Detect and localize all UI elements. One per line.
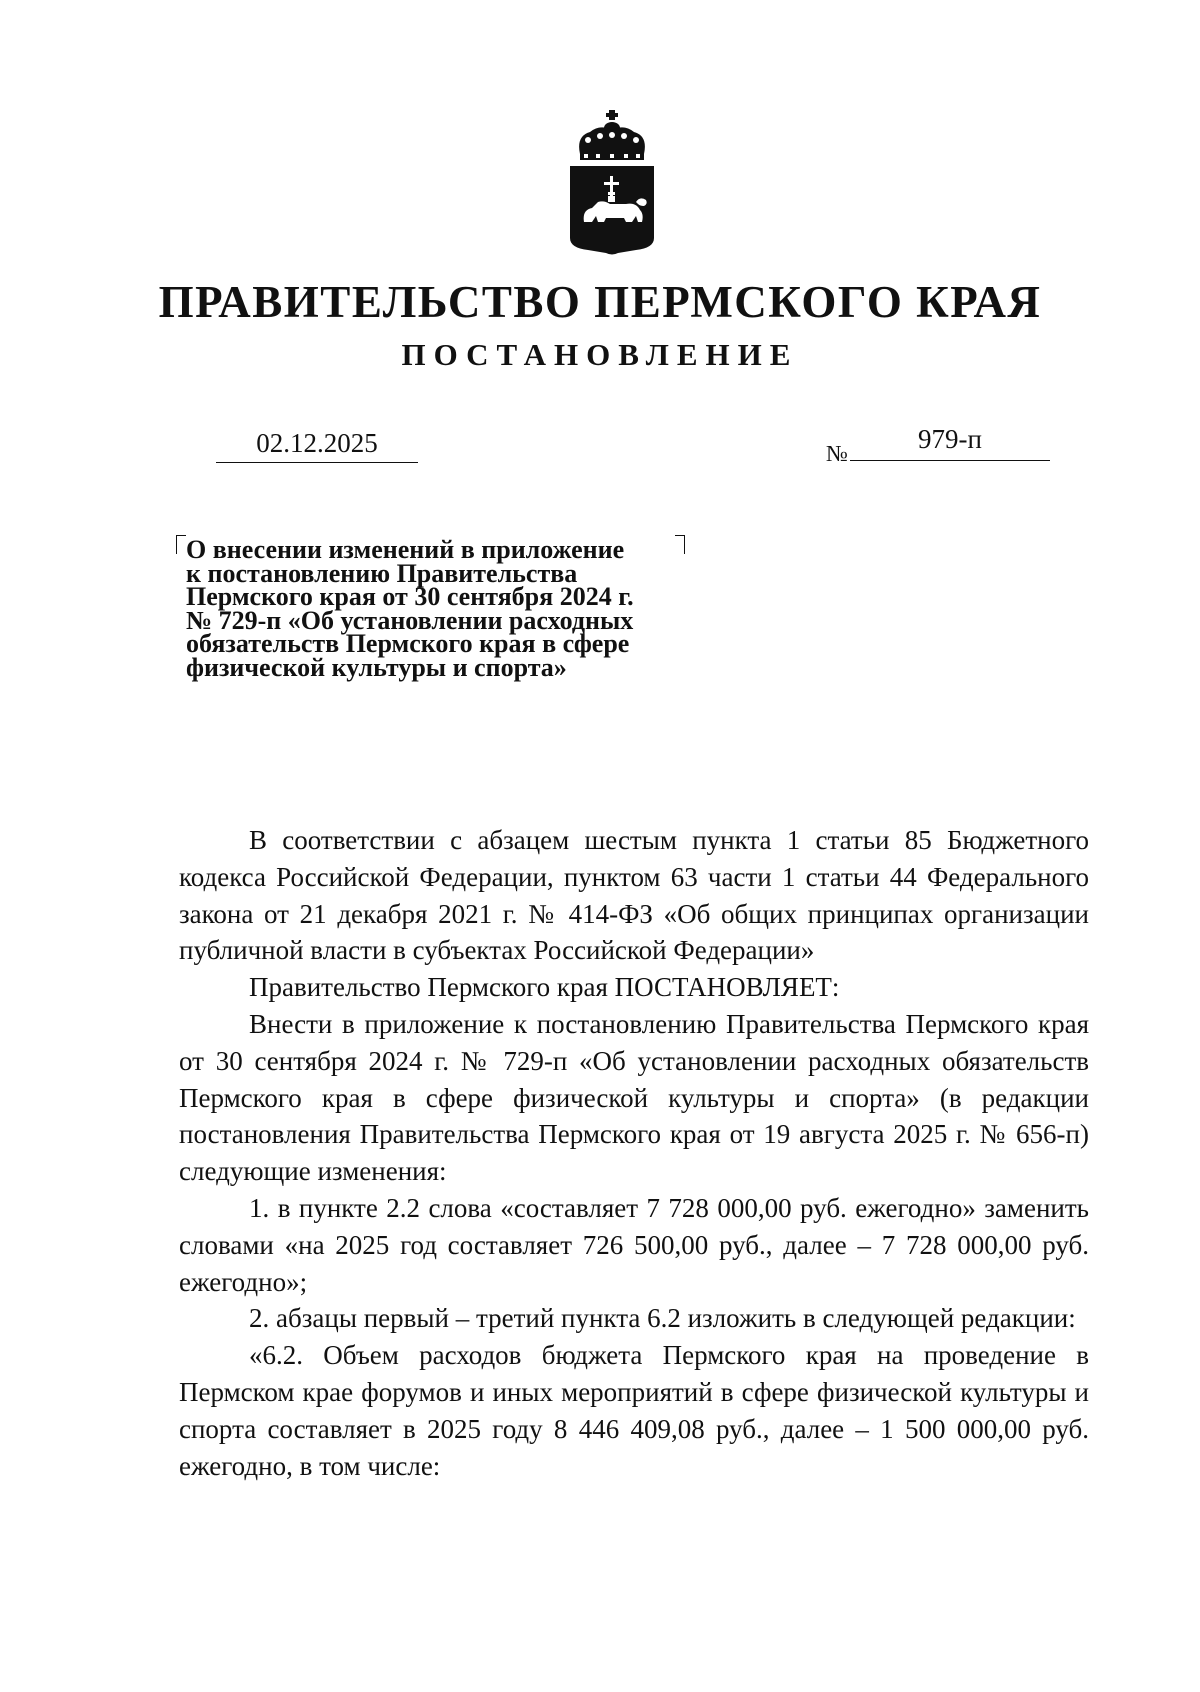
subject-bracket-left — [176, 535, 186, 554]
subject-line: № 729-п «Об установлении расходных — [186, 605, 634, 635]
subject-line: физической культуры и спорта» — [186, 652, 567, 682]
body-paragraph-decree: Правительство Пермского края ПОСТАНОВЛЯЕТ: — [249, 972, 840, 1003]
body-paragraph-item-1: 1. в пункте 2.2 слова «составляет 7 728 000,00 руб. ежегодно» заменить словами «на 2025 год составляет 726 500,00 руб., далее – 7 728 000,00 руб. ежегодно»; — [179, 1192, 1089, 1297]
document-type-title: ПОСТАНОВЛЕНИЕ — [401, 337, 799, 372]
subject-line: к постановлению Правительства — [186, 558, 578, 588]
document-body — [179, 822, 1089, 1484]
number-sign: № — [826, 441, 848, 466]
subject-line: О внесении изменений в приложение — [186, 535, 625, 564]
document-date: 02.12.2025 — [216, 426, 418, 463]
organization-title: ПРАВИТЕЛЬСТВО ПЕРМСКОГО КРАЯ — [158, 277, 1042, 327]
body-paragraph-amendment-intro: Внести в приложение к постановлению Правительства Пермского края от 30 сентября 2024 г. № 729-п «Об установлении расходных обязательств Пермского края в сфере физической культуры и спорта» (в редакции постановления Правительства Пермского края от 19 августа 2025 г. № 656-п) следующие изменения: — [179, 1008, 1089, 1187]
body-paragraph-preamble: В соответствии с абзацем шестым пункта 1 статьи 85 Бюджетного кодекса Российской Федерации, пунктом 63 части 1 статьи 44 Федерального закона от 21 декабря 2021 г. № 414-ФЗ «Об общих принципах организации публичной власти в субъектах Российской Федерации» — [179, 825, 1089, 966]
document-number: 979-п — [850, 422, 1050, 461]
body-paragraph-item-2: 2. абзацы первый – третий пункта 6.2 изложить в следующей редакции: — [249, 1303, 1076, 1334]
subject-line: Пермского края от 30 сентября 2024 г. — [186, 582, 634, 611]
subject-line: обязательств Пермского края в сфере — [186, 629, 630, 658]
document-subject — [186, 535, 706, 682]
perm-krai-coat-of-arms-icon — [566, 110, 658, 260]
body-paragraph-quote-6-2: «6.2. Объем расходов бюджета Пермского края на проведение в Пермском крае форумов и иных мероприятий в сфере физической культуры и спорта составляет в 2025 году 8 446 409,08 руб., далее – 1 500 000,00 руб. ежегодно, в том числе: — [179, 1340, 1089, 1481]
